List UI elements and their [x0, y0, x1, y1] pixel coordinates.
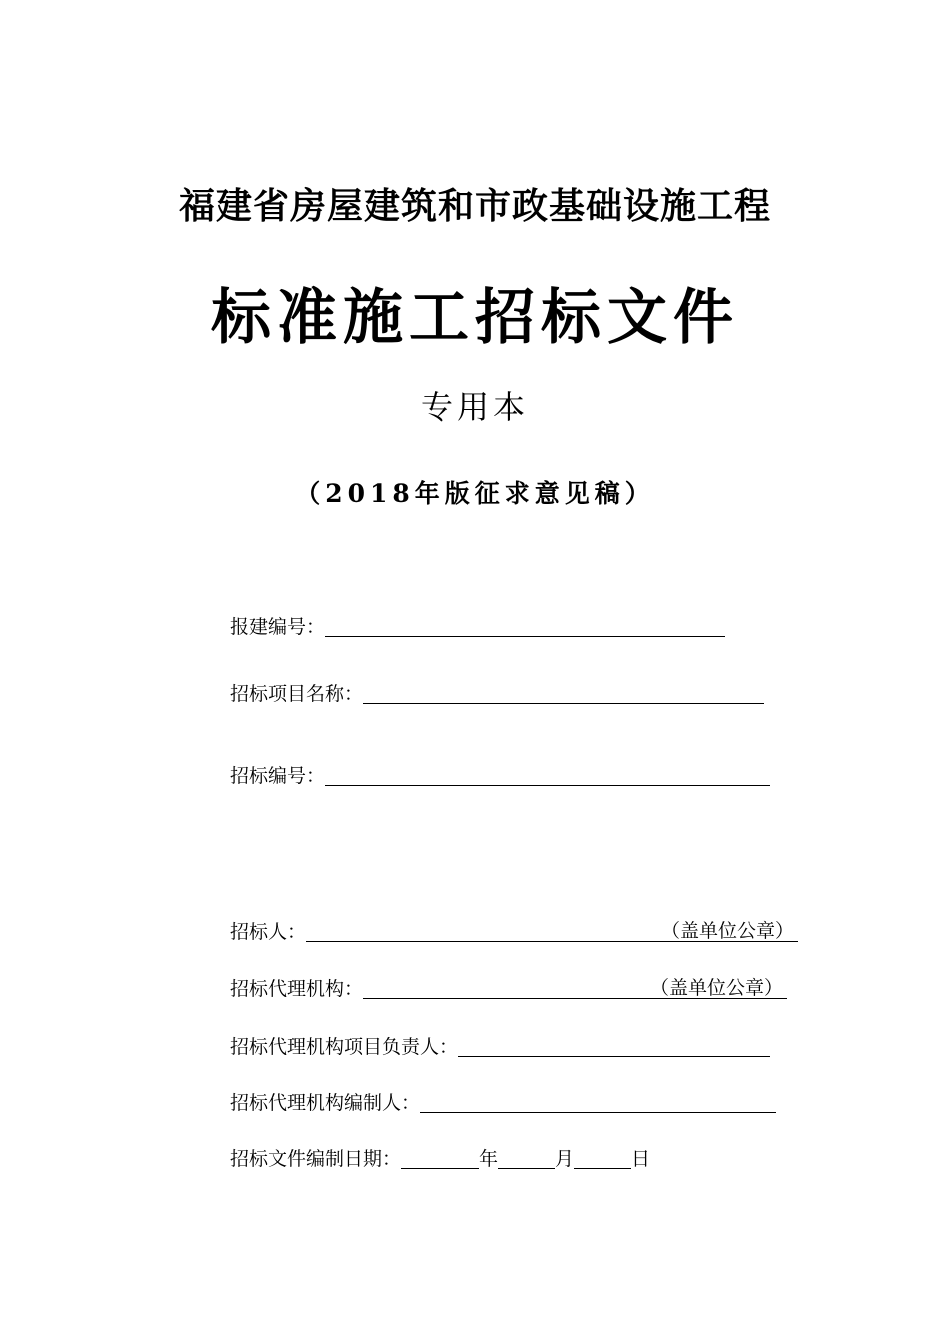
cover-edition-note: （2018年版征求意见稿）: [295, 479, 655, 508]
field-agency-manager-label: 招标代理机构项目负责人：: [230, 1036, 459, 1058]
field-agency-manager: [230, 1030, 770, 1060]
field-tenderer: [230, 915, 798, 945]
date-year-blank[interactable]: [401, 1146, 479, 1169]
cover-subtitle: 专用本: [420, 388, 529, 426]
field-agency-manager-blank[interactable]: [458, 1034, 770, 1057]
tenderer-seal-note: （盖单位公章）: [661, 920, 795, 942]
field-tenderer-label: 招标人：: [230, 921, 307, 943]
field-tender-no-label: 招标编号：: [230, 765, 326, 787]
cover-title-line1: 福建省房屋建筑和市政基础设施工程: [178, 185, 771, 227]
field-project-name: [230, 677, 764, 707]
field-project-name-blank[interactable]: [363, 681, 764, 704]
date-month-blank[interactable]: [498, 1146, 555, 1169]
date-day-blank[interactable]: [574, 1146, 631, 1169]
date-day-unit: 日: [631, 1148, 651, 1170]
field-agency-preparer: [230, 1086, 776, 1116]
date-year-unit: 年: [479, 1148, 499, 1170]
field-report-no-label: 报建编号：: [230, 616, 326, 638]
field-agency-preparer-label: 招标代理机构编制人：: [230, 1092, 421, 1114]
field-report-no-blank[interactable]: [325, 614, 725, 637]
field-agency-preparer-blank[interactable]: [420, 1090, 776, 1113]
field-agency: [230, 972, 787, 1002]
field-tender-no: [230, 759, 770, 789]
field-project-name-label: 招标项目名称：: [230, 683, 364, 705]
field-agency-blank[interactable]: [363, 976, 787, 999]
field-tender-no-blank[interactable]: [325, 763, 770, 786]
date-month-unit: 月: [555, 1148, 575, 1170]
cover-main-title: 标准施工招标文件: [211, 283, 739, 353]
agency-seal-note: （盖单位公章）: [650, 977, 784, 999]
field-agency-label: 招标代理机构：: [230, 978, 364, 1000]
field-prep-date-label: 招标文件编制日期：: [230, 1148, 402, 1170]
field-report-no: [230, 610, 725, 640]
field-tenderer-blank[interactable]: [306, 919, 798, 942]
field-prep-date: [230, 1142, 650, 1172]
